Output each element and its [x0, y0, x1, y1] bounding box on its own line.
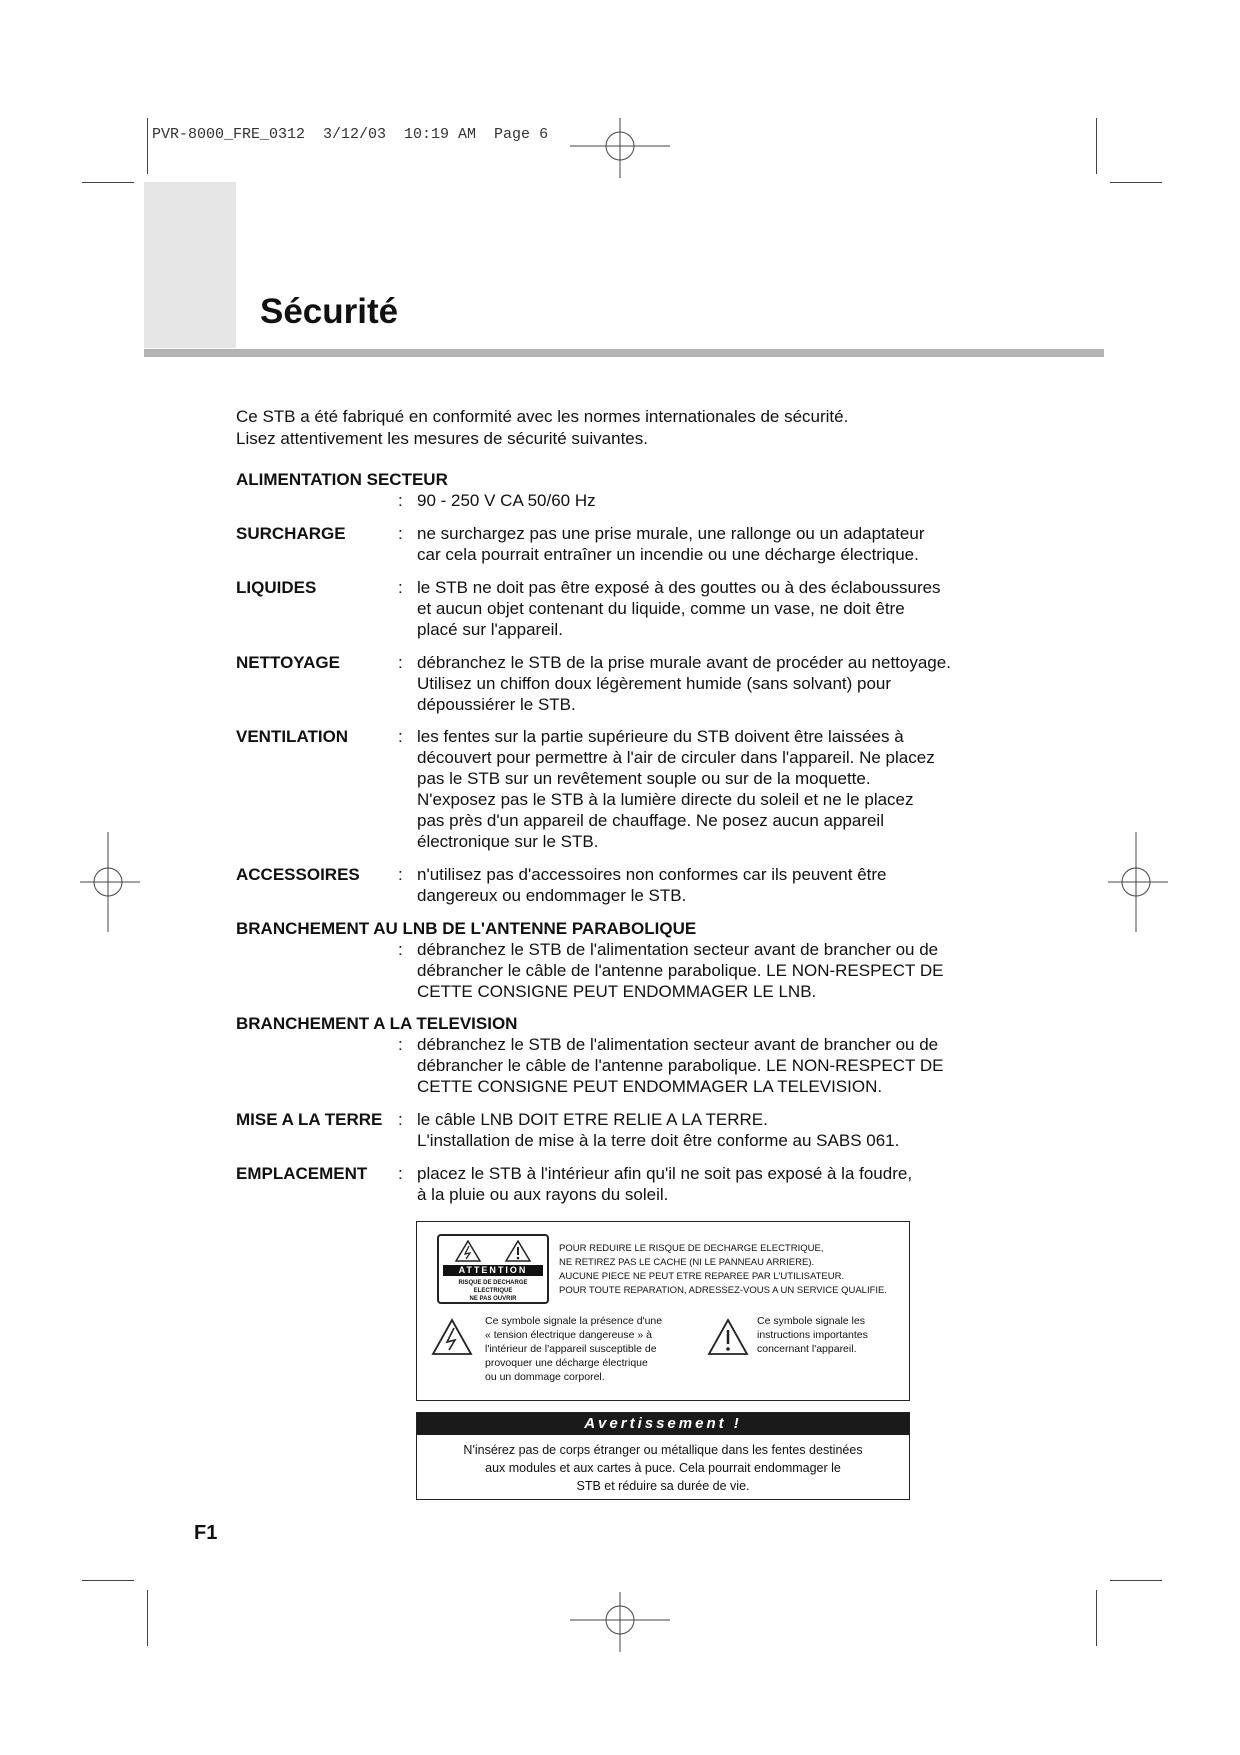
section-label: SURCHARGE	[236, 524, 346, 543]
registration-mark-left	[80, 832, 140, 932]
section-line: débranchez le STB de l'alimentation secteur avant de brancher ou de	[417, 940, 939, 959]
registration-mark-right	[1108, 832, 1168, 932]
section-line: débranchez le STB de l'alimentation secteur avant de brancher ou de	[417, 1035, 939, 1054]
section-text	[417, 577, 941, 640]
section-line: à la pluie ou aux rayons du soleil.	[417, 1185, 669, 1204]
section-line: ne surchargez pas une prise murale, une rallonge ou un adaptateur	[417, 524, 925, 543]
voltage-symbol-text	[485, 1314, 662, 1384]
section-colon: :	[398, 865, 403, 884]
symbol-line: provoquer une décharge électrique	[485, 1357, 648, 1369]
section-line: le câble LNB DOIT ETRE RELIE A LA TERRE.	[417, 1110, 768, 1129]
section-label: NETTOYAGE	[236, 653, 340, 672]
section-text	[417, 1163, 912, 1205]
section-line: dangereux ou endommager le STB.	[417, 886, 687, 905]
section-label: ALIMENTATION SECTEUR	[236, 470, 448, 489]
symbol-line: l'intérieur de l'appareil susceptible de	[485, 1343, 657, 1355]
section-text	[417, 1034, 943, 1097]
section-line: CETTE CONSIGNE PEUT ENDOMMAGER LA TELEVISION.	[417, 1077, 883, 1096]
section-line: placez le STB à l'intérieur afin qu'il ne soit pas exposé à la foudre,	[417, 1164, 913, 1183]
section-line: 90 - 250 V CA 50/60 Hz	[417, 491, 596, 510]
lightning-triangle-icon	[431, 1318, 473, 1356]
crop-mark	[147, 118, 148, 174]
caution-notice	[559, 1242, 887, 1298]
symbol-line: Ce symbole signale les	[757, 1315, 865, 1327]
crop-mark	[1110, 1580, 1162, 1581]
section-line: Utilisez un chiffon doux légèrement humide (sans solvant) pour	[417, 674, 892, 693]
caution-small-line: RISQUE DE DECHARGE ELECTRIQUE	[458, 1280, 528, 1294]
crop-mark	[82, 182, 134, 183]
section-text	[417, 726, 935, 852]
section-line: les fentes sur la partie supérieure du STB doivent être laissées à	[417, 727, 904, 746]
section-line: pas le STB sur un revêtement souple ou sur de la moquette.	[417, 769, 871, 788]
warning-line: N'insérez pas de corps étranger ou métallique dans les fentes destinées	[463, 1443, 863, 1457]
section-line: car cela pourrait entraîner un incendie ou une décharge électrique.	[417, 545, 919, 564]
symbol-line: ou un dommage corporel.	[485, 1371, 605, 1383]
notice-line: POUR TOUTE REPARATION, ADRESSEZ-VOUS A UN SERVICE QUALIFIE.	[559, 1285, 888, 1296]
section-label: ACCESSOIRES	[236, 865, 360, 884]
lightning-triangle-icon	[455, 1240, 481, 1262]
section-colon: :	[398, 940, 403, 959]
warning-box	[416, 1412, 910, 1500]
section-text	[417, 864, 887, 906]
caution-small-line: NE PAS OUVRIR	[469, 1296, 517, 1302]
section-text	[417, 1109, 899, 1151]
notice-line: AUCUNE PIECE NE PEUT ETRE REPAREE PAR L'UTILISATEUR.	[559, 1271, 845, 1282]
section-label: MISE A LA TERRE	[236, 1110, 383, 1129]
crop-mark	[1096, 118, 1097, 174]
intro-text	[236, 406, 848, 450]
section-line: le STB ne doit pas être exposé à des gouttes ou à des éclaboussures	[417, 578, 941, 597]
section-colon: :	[398, 491, 403, 510]
intro-line: Ce STB a été fabriqué en conformité avec les normes internationales de sécurité.	[236, 407, 849, 426]
page-number: F1	[194, 1522, 218, 1544]
symbol-line: Ce symbole signale la présence d'une	[485, 1315, 663, 1327]
section-line: découvert pour permettre à l'air de circuler dans l'appareil. Ne placez	[417, 748, 935, 767]
registration-mark-bottom	[570, 1592, 670, 1652]
section-colon: :	[398, 653, 403, 672]
section-text	[417, 939, 943, 1002]
section-label: LIQUIDES	[236, 578, 317, 597]
section-colon: :	[398, 1164, 403, 1183]
exclamation-triangle-icon	[505, 1240, 531, 1262]
caution-small-text	[439, 1279, 547, 1303]
section-label: BRANCHEMENT AU LNB DE L'ANTENNE PARABOLIQUE	[236, 919, 697, 938]
section-line: CETTE CONSIGNE PEUT ENDOMMAGER LE LNB.	[417, 982, 817, 1001]
caution-box	[416, 1221, 910, 1401]
symbol-line: concernant l'appareil.	[757, 1343, 857, 1355]
section-text	[417, 652, 951, 715]
exclamation-triangle-icon	[707, 1318, 749, 1356]
print-slug: PVR-8000_FRE_0312 3/12/03 10:19 AM Page 6	[152, 126, 549, 143]
section-line: pas près d'un appareil de chauffage. Ne posez aucun appareil	[417, 811, 884, 830]
section-line: débrancher le câble de l'antenne parabolique. LE NON-RESPECT DE	[417, 1056, 944, 1075]
section-line: débranchez le STB de la prise murale avant de procéder au nettoyage.	[417, 653, 951, 672]
notice-line: NE RETIREZ PAS LE CACHE (NI LE PANNEAU ARRIERE).	[559, 1257, 815, 1268]
section-label: BRANCHEMENT A LA TELEVISION	[236, 1014, 518, 1033]
caution-badge: ATTENTION	[443, 1265, 543, 1276]
section-colon: :	[398, 1110, 403, 1129]
section-colon: :	[398, 524, 403, 543]
warning-heading: Avertissement !	[417, 1413, 909, 1435]
caution-label	[437, 1234, 549, 1304]
section-line: débrancher le câble de l'antenne parabolique. LE NON-RESPECT DE	[417, 961, 944, 980]
registration-mark-top	[570, 118, 670, 178]
intro-line: Lisez attentivement les mesures de sécurité suivantes.	[236, 429, 648, 448]
section-line: placé sur l'appareil.	[417, 620, 563, 639]
instructions-symbol-text	[757, 1314, 868, 1356]
section-label: EMPLACEMENT	[236, 1164, 368, 1183]
warning-line: STB et réduire sa durée de vie.	[576, 1479, 750, 1493]
section-text	[417, 490, 596, 511]
section-text	[417, 523, 925, 565]
section-label: VENTILATION	[236, 727, 349, 746]
crop-mark	[1096, 1590, 1097, 1646]
header-tab	[144, 182, 236, 348]
warning-line: aux modules et aux cartes à puce. Cela pourrait endommager le	[485, 1461, 841, 1475]
crop-mark	[147, 1590, 148, 1646]
page-title: Sécurité	[260, 292, 399, 331]
notice-line: POUR REDUIRE LE RISQUE DE DECHARGE ELECTRIQUE,	[559, 1243, 824, 1254]
section-line: et aucun objet contenant du liquide, comme un vase, ne doit être	[417, 599, 905, 618]
title-rule	[144, 349, 1104, 357]
crop-mark	[82, 1580, 134, 1581]
section-line: N'exposez pas le STB à la lumière directe du soleil et ne le placez	[417, 790, 914, 809]
section-colon: :	[398, 727, 403, 746]
section-line: électronique sur le STB.	[417, 832, 599, 851]
section-colon: :	[398, 1035, 403, 1054]
crop-mark	[1110, 182, 1162, 183]
section-line: n'utilisez pas d'accessoires non conformes car ils peuvent être	[417, 865, 887, 884]
symbol-line: instructions importantes	[757, 1329, 868, 1341]
warning-text	[417, 1441, 909, 1495]
section-colon: :	[398, 578, 403, 597]
section-line: L'installation de mise à la terre doit être conforme au SABS 061.	[417, 1131, 900, 1150]
symbol-line: « tension électrique dangereuse » à	[485, 1329, 652, 1341]
section-line: dépoussiérer le STB.	[417, 695, 576, 714]
